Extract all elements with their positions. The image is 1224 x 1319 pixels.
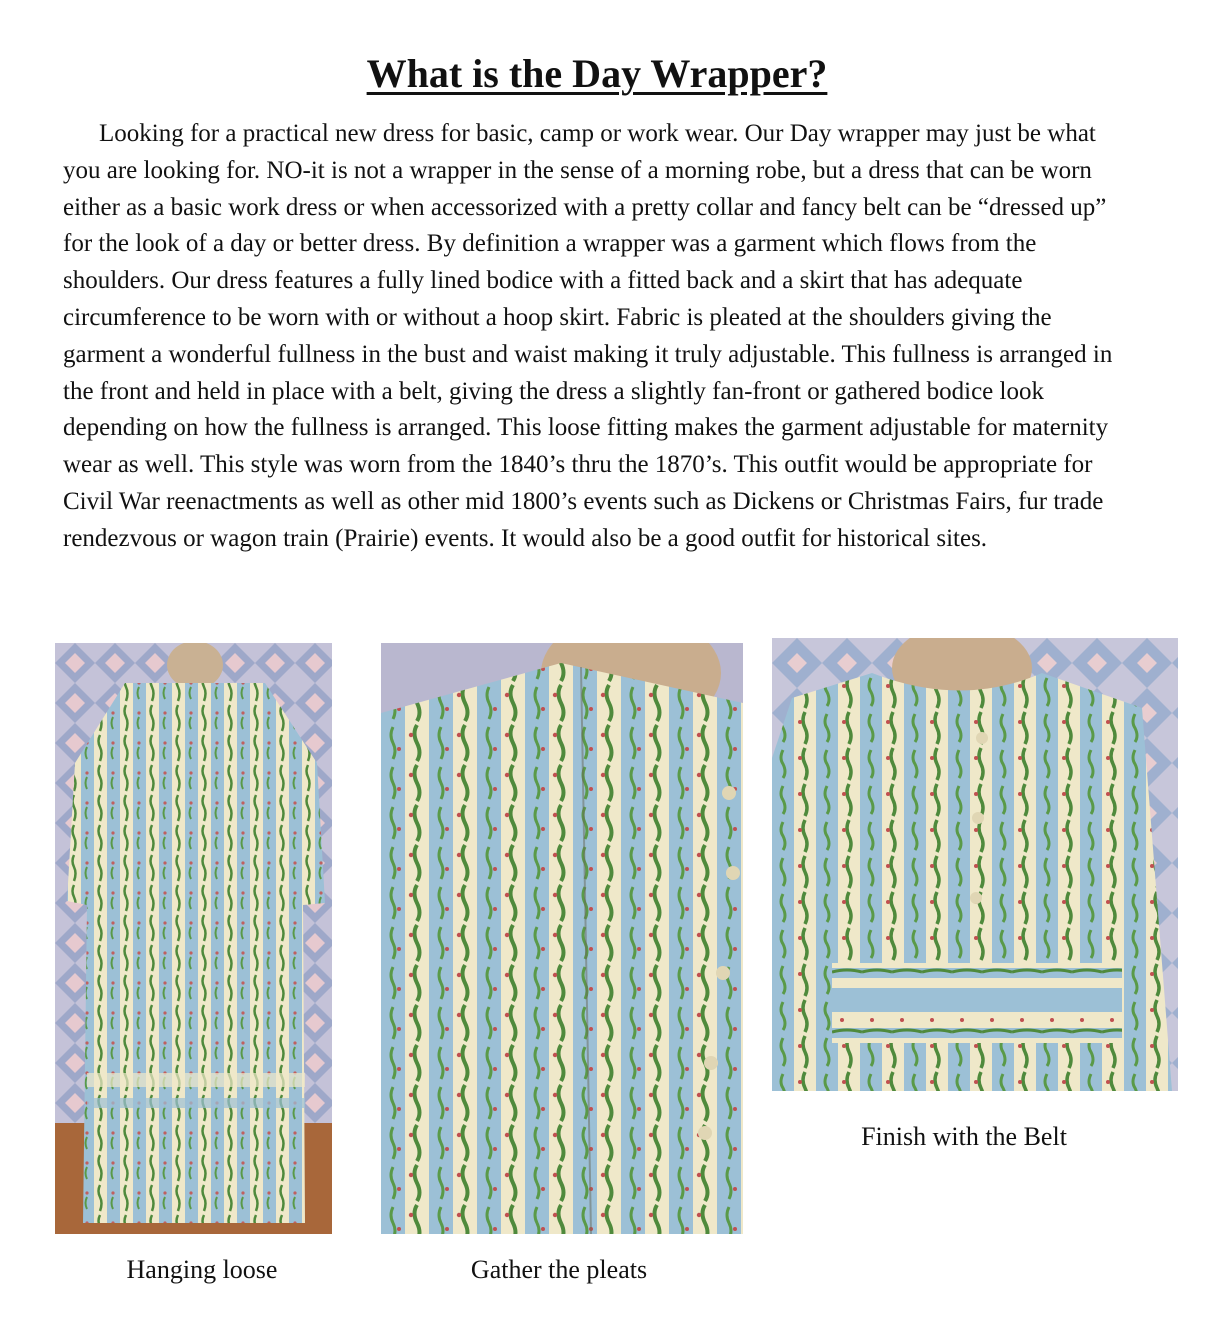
page-title: What is the Day Wrapper? bbox=[366, 51, 828, 96]
gather-the-pleats-photo bbox=[381, 643, 743, 1234]
description-paragraph: Looking for a practical new dress for basic, camp or work wear. Our Day wrapper may just be what you are looking for. NO-it is not a wrapper in the sense of a morning robe, but a dress that can be worn either as a basic work dress or when accessorized with a pretty collar and fancy belt can be “dressed up” for the look of a day or better dress. By definition a wrapper was a garment which flows from the shoulders. Our dress features a fully lined bodice with a fitted back and a skirt that has adequate circumference to be worn with or without a hoop skirt. Fabric is pleated at the shoulders giving the garment a wonderful fullness in the bust and waist making it truly adjustable. This fullness is arranged in the front and held in place with a belt, giving the dress a slightly fan-front or gathered bodice look depending on how the fullness is arranged. This loose fitting makes the garment adjustable for maternity wear as well. This style was worn from the 1840’s thru the 1870’s. This outfit would be appropriate for Civil War reenactments as well as other mid 1800’s events such as Dickens or Christmas Fairs, fur trade rendezvous or wagon train (Prairie) events. It would also be a good outfit for historical sites. bbox=[63, 120, 1113, 552]
caption-gather-the-pleats: Gather the pleats bbox=[470, 1255, 648, 1284]
caption-hanging-loose: Hanging loose bbox=[126, 1255, 278, 1284]
caption-finish-with-belt: Finish with the Belt bbox=[861, 1122, 1067, 1151]
dress-hanging-loose-photo bbox=[55, 643, 332, 1234]
finish-with-belt-photo bbox=[772, 638, 1178, 1091]
